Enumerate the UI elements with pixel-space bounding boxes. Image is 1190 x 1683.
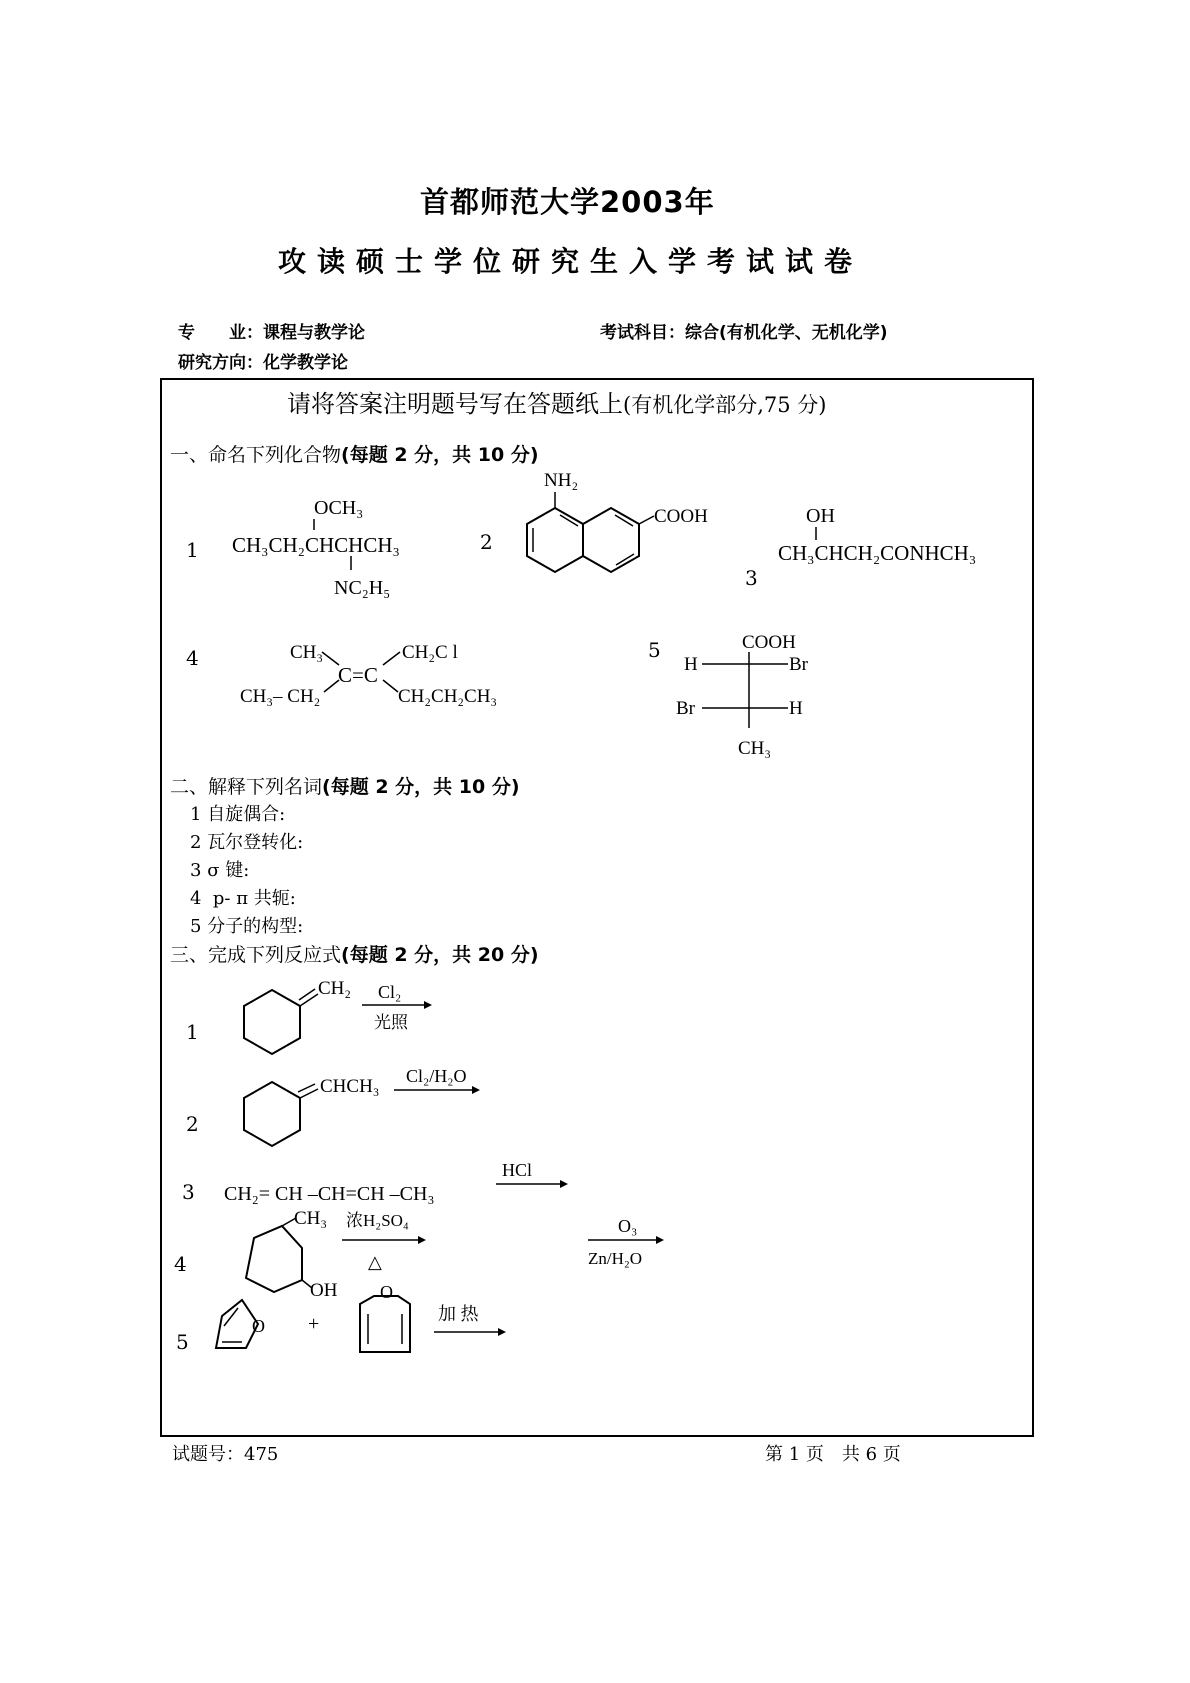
s1-q4-cc: C=C (338, 663, 378, 687)
s3-q5-o2: O (380, 1282, 393, 1302)
direction-label: 研究方向： (178, 353, 263, 373)
exam-subtitle: 攻读硕士学位研究生入学考试试卷 (278, 245, 864, 278)
s1-q4-propyl: CH₂CH₂CH₃ (398, 686, 498, 707)
s3-q5-plus: + (308, 1313, 320, 1335)
s3-q2-chch3: CHCH₃ (320, 1076, 380, 1097)
s1-q1-num: 1 (186, 538, 199, 562)
subject-label: 考试科目： (600, 323, 685, 343)
s3-q3-diene: CH₂= CH –CH=CH –CH₃ (224, 1183, 435, 1205)
s3-q4-zn: Zn/H₂O (588, 1249, 643, 1268)
exam-title: 首都师范大学2003年 (420, 185, 715, 219)
s1-q1-chain: CH₃CH₂CHCHCH₃ (232, 533, 400, 557)
s1-q5-cooh: COOH (742, 632, 796, 653)
s1-q4-ch3: CH₃ (290, 642, 324, 663)
s1-q5-h2: H (789, 698, 803, 719)
s3-q5-reaction (162, 380, 1032, 1435)
s3-q3-num: 3 (182, 1180, 195, 1204)
part-note: (有机化学部分,75 分) (623, 393, 827, 417)
s3-q2-num: 2 (186, 1112, 199, 1136)
term-item: 2 瓦尔登转化: (190, 832, 304, 853)
s3-q1-num: 1 (186, 1020, 199, 1044)
s1-q1-nc2h5: NC₂H₅ (334, 577, 391, 599)
term-item: 3 σ 键: (190, 860, 250, 881)
term-item: 1 自旋偶合: (190, 804, 286, 825)
s3-q4-num: 4 (174, 1252, 187, 1276)
s3-q2-reagent: Cl₂/H₂O (406, 1066, 467, 1086)
s3-q3-hcl: HCl (502, 1160, 533, 1180)
s3-q4-h2so4: 浓H₂SO₄ (346, 1211, 409, 1230)
s3-q1-ch2: CH₂ (318, 978, 352, 999)
direction-value: 化学教学论 (263, 353, 348, 373)
exam-code: 试题号：475 (172, 1444, 279, 1465)
instruction-text: 请将答案注明题号写在答题纸上 (287, 390, 623, 418)
section1-heading: 一、命名下列化合物(每题 2 分，共 10 分) (170, 444, 539, 466)
page-number: 第 1 页 共 6 页 (765, 1444, 901, 1465)
s3-q4-ch3: CH₃ (294, 1208, 328, 1229)
subject-field (600, 318, 888, 343)
direction-field (178, 348, 348, 373)
s1-q5-br1: Br (789, 654, 808, 675)
s3-q5-o1: O (252, 1316, 265, 1336)
s1-q3-chain: CH₃CHCH₂CONHCH₃ (778, 541, 977, 565)
major-label: 专 业： (178, 323, 263, 343)
s1-q4-num: 4 (186, 646, 199, 670)
answer-box (160, 378, 1034, 1437)
s3-q4-oh: OH (310, 1280, 338, 1301)
s1-q5-ch3: CH₃ (738, 738, 772, 759)
s1-q2-cooh: COOH (654, 506, 708, 527)
s1-q3-oh: OH (806, 505, 835, 527)
subject-value: 综合(有机化学、无机化学) (685, 323, 888, 343)
s1-q5-num: 5 (648, 638, 661, 662)
section3-heading: 三、完成下列反应式(每题 2 分，共 20 分) (170, 944, 539, 966)
s1-q2-nh2: NH₂ (544, 470, 579, 491)
s3-q1-cl2: Cl₂ (378, 982, 402, 1002)
s3-q5-num: 5 (176, 1330, 189, 1354)
s1-q4-ch2cl: CH₂C l (402, 642, 458, 663)
s3-q1-light: 光照 (374, 1013, 408, 1032)
major-field (178, 318, 365, 343)
section2-heading: 二、解释下列名词(每题 2 分，共 10 分) (170, 776, 520, 798)
s1-q4-ethyl: CH₃– CH₂ (240, 686, 321, 707)
term-item: 4 p- π 共轭: (190, 888, 296, 909)
s3-q4-heat: △ (368, 1252, 382, 1272)
term-item: 5 分子的构型: (190, 916, 304, 937)
s3-q5-heat: 加 热 (438, 1304, 479, 1324)
s1-q5-br2: Br (676, 698, 695, 719)
s3-q4-o3: O₃ (618, 1216, 638, 1236)
s1-q1-och3: OCH₃ (314, 497, 364, 519)
s1-q2-num: 2 (480, 530, 493, 554)
major-value: 课程与教学论 (263, 323, 365, 343)
s1-q3-num: 3 (745, 566, 758, 590)
s1-q5-h1: H (684, 654, 698, 675)
